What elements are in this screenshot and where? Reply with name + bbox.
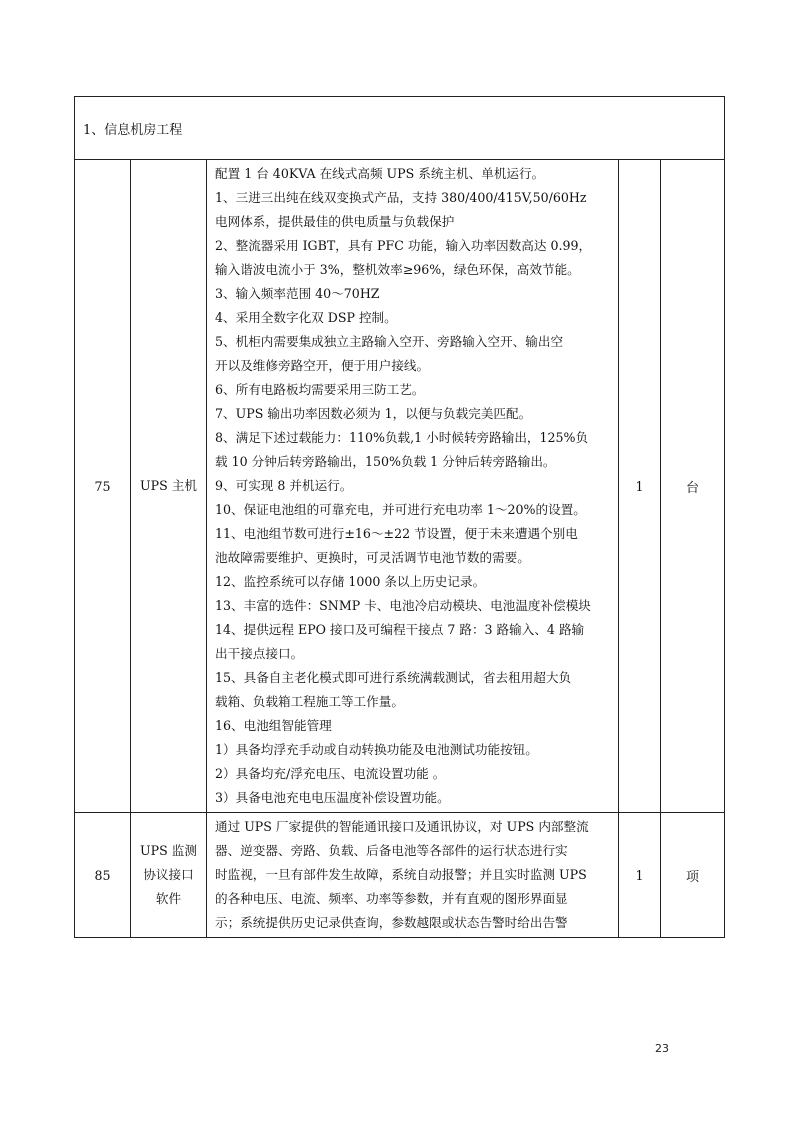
description-line: 输入谐波电流小于 3%，整机效率≥96%，绿色环保，高效节能。 <box>215 262 580 277</box>
spec-table <box>74 96 725 938</box>
description-lines <box>215 162 612 810</box>
description-line: 开以及维修旁路空开，便于用户接线。 <box>215 358 430 373</box>
description-line: 的各种电压、电流、频率、功率等参数，并有直观的图形界面显 <box>215 891 568 906</box>
description-line: 时监视，一旦有部件发生故障，系统自动报警；并且实时监测 UPS <box>215 867 587 882</box>
description-line: 11、电池组节数可进行±16～±22 节设置，便于未来遭遇个别电 <box>215 526 578 541</box>
description-line: 4、采用全数字化双 DSP 控制。 <box>215 310 397 325</box>
description-line: 出干接点接口。 <box>215 646 304 661</box>
item-name-line: 协议接口 <box>143 867 194 882</box>
section-title: 1、信息机房工程 <box>75 97 725 160</box>
description-lines <box>215 815 612 935</box>
description-line: 3）具备电池充电电压温度补偿设置功能。 <box>215 790 450 805</box>
item-number: 85 <box>75 813 131 938</box>
description-line: 2、整流器采用 IGBT，具有 PFC 功能，输入功率因数高达 0.99， <box>215 238 592 253</box>
description-line: 13、丰富的选件：SNMP 卡、电池冷启动模块、电池温度补偿模块 <box>215 598 591 613</box>
description-line: 电网体系，提供最佳的供电质量与负载保护 <box>215 214 455 229</box>
description-line: 8、满足下述过载能力：110%负载,1 小时候转旁路输出，125%负 <box>215 430 589 445</box>
item-name: UPS 主机 <box>131 160 207 813</box>
item-number: 75 <box>75 160 131 813</box>
description-line: 5、机柜内需要集成独立主路输入空开、旁路输入空开、输出空 <box>215 334 564 349</box>
description-line: 3、输入频率范围 40～70HZ <box>215 286 380 301</box>
item-description <box>207 813 619 938</box>
description-line: 示；系统提供历史记录供查询，参数越限或状态告警时给出告警 <box>215 915 568 930</box>
description-line: 器、逆变器、旁路、负载、后备电池等各部件的运行状态进行实 <box>215 843 568 858</box>
description-line: 12、监控系统可以存储 1000 条以上历史记录。 <box>215 574 486 589</box>
item-description <box>207 160 619 813</box>
description-line: 通过 UPS 厂家提供的智能通讯接口及通讯协议，对 UPS 内部整流 <box>215 819 589 834</box>
description-line: 9、可实现 8 并机运行。 <box>215 478 353 493</box>
description-line: 7、UPS 输出功率因数必须为 1，以便与负载完美匹配。 <box>215 406 532 421</box>
page-number: 23 <box>655 1042 669 1055</box>
description-line: 16、电池组智能管理 <box>215 718 332 733</box>
item-unit: 项 <box>661 813 725 938</box>
description-line: 配置 1 台 40KVA 在线式高频 UPS 系统主机、单机运行。 <box>215 166 545 181</box>
description-line: 载箱、负载箱工程施工等工作量。 <box>215 694 404 709</box>
item-quantity: 1 <box>619 813 661 938</box>
table-row <box>75 160 725 813</box>
description-line: 池故障需要维护、更换时，可灵活调节电池节数的需要。 <box>215 550 530 565</box>
description-line: 载 10 分钟后转旁路输出，150%负载 1 分钟后转旁路输出。 <box>215 454 556 469</box>
description-line: 1）具备均浮充手动或自动转换功能及电池测试功能按钮。 <box>215 742 538 757</box>
description-line: 15、具备自主老化模式即可进行系统满载测试，省去租用超大负 <box>215 670 572 685</box>
item-name <box>131 813 207 938</box>
table-row <box>75 813 725 938</box>
description-line: 14、提供远程 EPO 接口及可编程干接点 7 路：3 路输入、4 路输 <box>215 622 585 637</box>
item-unit: 台 <box>661 160 725 813</box>
description-line: 6、所有电路板均需要采用三防工艺。 <box>215 382 425 397</box>
section-row <box>75 97 725 160</box>
item-name-line: UPS 监测 <box>140 843 197 858</box>
item-name-line: 软件 <box>155 891 182 906</box>
description-line: 10、保证电池组的可靠充电，并可进行充电功率 1～20%的设置。 <box>215 502 586 517</box>
item-quantity: 1 <box>619 160 661 813</box>
description-line: 2）具备均充/浮充电压、电流设置功能 。 <box>215 766 446 781</box>
description-line: 1、三进三出纯在线双变换式产品，支持 380/400/415V,50/60Hz <box>215 190 587 205</box>
